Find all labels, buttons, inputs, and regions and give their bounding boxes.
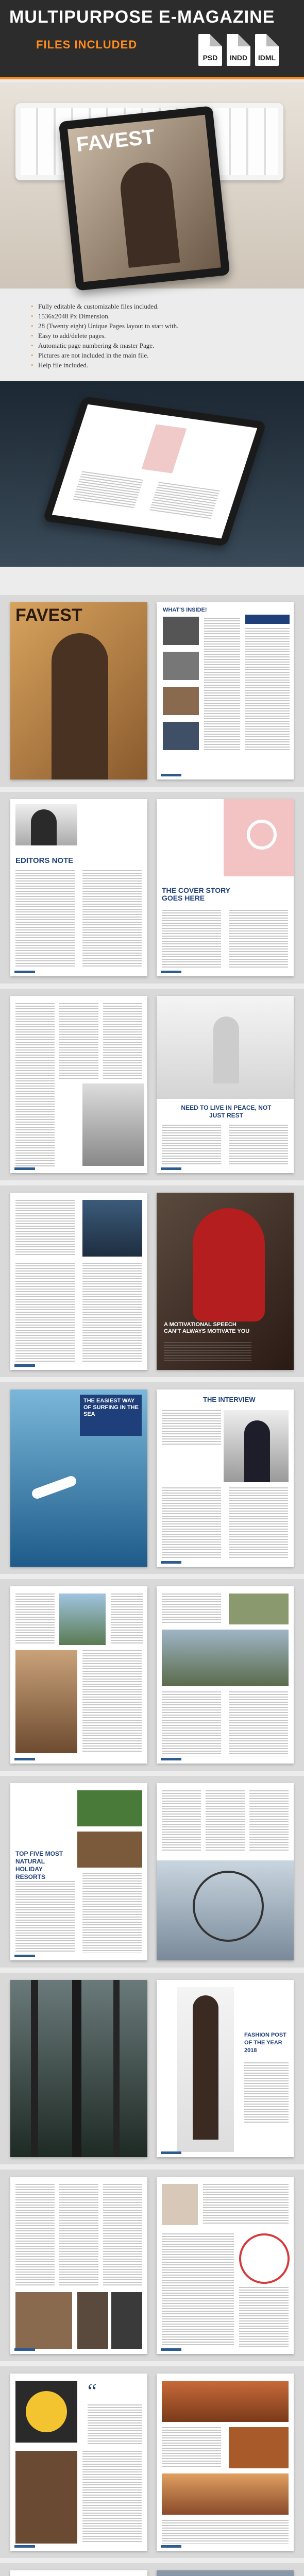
feature-item: • 1536x2048 Px Dimension.: [31, 311, 178, 321]
resorts-page: [10, 1783, 147, 1960]
page-title: MULTIPURPOSE E-MAGAZINE: [9, 7, 275, 27]
psd-file-icon: PSD: [198, 34, 222, 66]
surfing-page: [10, 1389, 147, 1567]
section-heading: NEED TO LIVE IN PEACE, NOT JUST REST: [181, 1104, 272, 1119]
feature-item: • Automatic page numbering & master Page.: [31, 341, 178, 350]
forest-page: [10, 1980, 147, 2157]
cover-page: [10, 602, 147, 779]
spread-7: [0, 1776, 304, 1968]
quote-icon: “: [88, 2379, 97, 2402]
smiley-page: [10, 2374, 147, 2551]
section-heading: EDITORS NOTE: [15, 856, 74, 865]
feature-list: [31, 301, 178, 370]
recipes-page: [157, 2374, 294, 2551]
spread-9: [0, 2170, 304, 2361]
hero-tablet-desk: [0, 381, 304, 567]
travel-page: [157, 2570, 294, 2576]
interview-page: [157, 1389, 294, 1567]
spread-3: [0, 989, 304, 1180]
cover-title: FAVEST: [75, 125, 156, 157]
section-heading: FASHION POST OF THE YEAR 2018: [244, 2032, 286, 2054]
spread-2: [0, 792, 304, 984]
idml-file-icon: IDML: [255, 34, 279, 66]
tablet-device: [43, 396, 267, 547]
section-heading: TOP FIVE MOST NATURAL HOLIDAY RESORTS: [15, 1850, 63, 1880]
indd-file-icon: INDD: [227, 34, 250, 66]
article-page: [157, 1586, 294, 1764]
spread-10: [0, 2366, 304, 2558]
food-page: [157, 2177, 294, 2354]
feature-item: • Help file included.: [31, 360, 178, 370]
spread-1: [0, 595, 304, 787]
spread-8: [0, 1973, 304, 2164]
spread-4: [0, 1185, 304, 1377]
section-heading: A MOTIVATIONAL SPEECH CAN'T ALWAYS MOTIVATE YOU: [164, 1321, 250, 1334]
section-heading: WHAT'S INSIDE!: [163, 607, 207, 613]
feature-item: • Fully editable & customizable files included.: [31, 301, 178, 311]
feature-item: • Easy to add/delete pages.: [31, 331, 178, 341]
article-page: [10, 1586, 147, 1764]
accent-divider: [0, 77, 304, 79]
city-page: [10, 2570, 147, 2576]
files-included-label: FILES INCLUDED: [36, 38, 138, 51]
spread-11: [0, 2563, 304, 2576]
motivational-page: [157, 1193, 294, 1370]
feature-item: • 28 (Twenty eight) Unique Pages layout to start with.: [31, 321, 178, 331]
tablet-device: [59, 106, 230, 291]
editors-note-page: [10, 799, 147, 976]
hero-tablet-keyboard: [0, 82, 304, 289]
need-to-live-page: [157, 996, 294, 1173]
spread-5: [0, 1382, 304, 1574]
spread-6: [0, 1579, 304, 1771]
cover-story-page: [157, 799, 294, 976]
cover-title: FAVEST: [15, 605, 82, 625]
cover-preview: [67, 115, 221, 282]
article-page: [10, 996, 147, 1173]
section-heading: THE COVER STORY GOES HERE: [162, 886, 230, 902]
header-banner: [0, 0, 304, 77]
article-page: [157, 1783, 294, 1960]
fashion-post-page: [157, 1980, 294, 2157]
article-page: [10, 1193, 147, 1370]
article-page: [10, 2177, 147, 2354]
section-heading: THE EASIEST WAY OF SURFING IN THE SEA: [83, 1398, 139, 1417]
contents-page: [157, 602, 294, 779]
section-heading: THE INTERVIEW: [203, 1396, 256, 1403]
feature-item: • Pictures are not included in the main file.: [31, 350, 178, 360]
